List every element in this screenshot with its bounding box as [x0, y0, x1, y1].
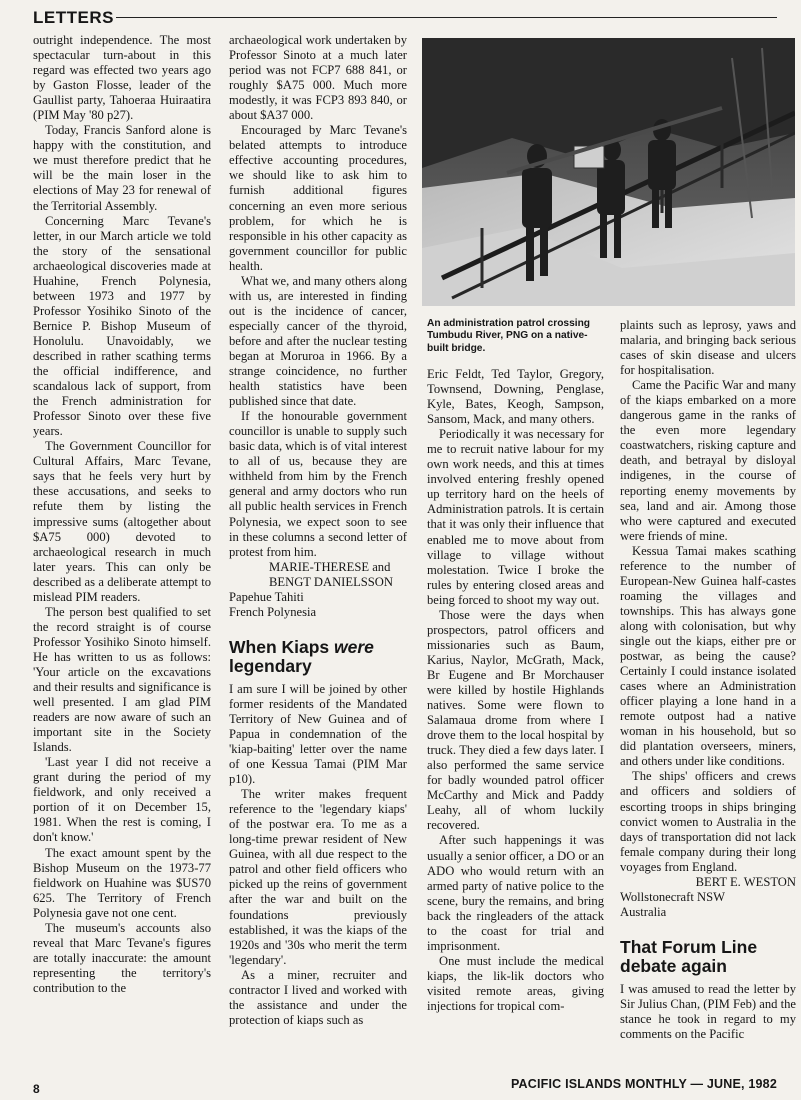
page-number: 8	[33, 1082, 40, 1096]
paragraph: I am sure I will be joined by other former residents of the Mandated Territory of New Guinea and of Papua in condemnation of the 'kiap-baiting' letter over the name of one Kessua Tamai (PIM Mar p10).	[229, 681, 407, 787]
section-rule	[116, 17, 777, 18]
paragraph: I was amused to read the letter by Sir Julius Chan, (PIM Feb) and the stance he took in regard to my comments on the Pacific	[620, 981, 796, 1042]
paragraph: Came the Pacific War and many of the kiaps embarked on a more dangerous game in the ranks of the even more legendary coastwatchers, risking capture and death, and betrayal by disloyal indigenes, in the course of reporting enemy movements by sea, land and air. Among those who were captured and executed were friends of mine.	[620, 378, 796, 543]
paragraph: If the honourable government councillor is unable to supply such basic data, which is of vital interest to all of us, because they are withheld from him by the French general and army doctors who run all public health services in French Polynesia, we expect soon to see in these columns a second letter of protest from him.	[229, 409, 408, 559]
column-1	[33, 33, 211, 996]
forum-headline: That Forum Line debate again	[620, 936, 758, 976]
headline-text: legendary	[229, 655, 312, 676]
paragraph: The Government Councillor for Cultural Affairs, Marc Tevane, says that he feels very hurt by these accusations, and seeks to refute them by listing the impressive sums (altogether about $A75 000) devoted to archaeological research in much later years. This can only be described as a deliberate attempt to mislead PIM readers.	[33, 439, 211, 604]
paragraph: The museum's accounts also reveal that Marc Tevane's figures are totally inaccurate: the amount representing the territory's contribution to the	[33, 920, 211, 995]
paragraph: The writer makes frequent reference to the 'legendary kiaps' of the postwar era. To me as a long-time prewar resident of New Guinea, with all due respect to the patrol and other field officers who picked up the reins of government after the war and built on the foundations previously established, it was the kiaps of the 1920s and '30s who merit the term 'legendary'.	[229, 787, 407, 967]
signature-place: French Polynesia	[229, 604, 317, 619]
signature-place: Australia	[620, 904, 667, 919]
paragraph: plaints such as leprosy, yaws and malaria, and bringing back serious cases of skin disease and ulcers for hospitalisation.	[620, 318, 796, 378]
paragraph: Today, Francis Sanford alone is happy with the constitution, and we must therefore predict that he will be the main loser in the elections of May 23 for renewal of the Territorial Assembly.	[33, 123, 211, 213]
paragraph: Encouraged by Marc Tevane's belated attempts to introduce effective accounting procedures, we should like to ask him to furnish additional figures concerning an even more serious problem, for which he is responsible in his other capacity as government councillor for public health.	[229, 123, 407, 273]
paragraph: Concerning Marc Tevane's letter, in our March article we told the story of the sensational archaeological discoveries made at Huahine, French Polynesia, between 1973 and 1977 by Professor Yosihiko Sinoto of the Bernice P. Bishop Museum of Honolulu. Unavoidably, we described in rather scathing terms the official indifference, and scandalous lack of support, from the French administration for Professor Sinoto over these five years.	[33, 213, 211, 439]
paragraph: Periodically it was necessary for me to recruit native labour for my own work needs, and this at times involved entering freshly opened up territory hard on the heels of Administration patrols. It is certain that it was only their influence that enabled me to move about from village to village without molestation. Twice I broke the rules by entering closed areas and being forced to shoot my way out.	[427, 427, 604, 607]
paragraph: Eric Feldt, Ted Taylor, Gregory, Townsend, Downing, Penglase, Kyle, Bates, Keogh, Sampson, Sansom, Mack, and many others.	[427, 367, 604, 427]
column-4	[620, 318, 796, 1042]
paragraph: As a miner, recruiter and contractor I lived and worked with the assistance and under the protection of kiaps such as	[229, 967, 407, 1027]
section-label: LETTERS	[33, 8, 114, 27]
paragraph: 'Last year I did not receive a grant during the period of my fieldwork, and only received a portion of it on December 15, 1981. When the rest is coming, I don't know.'	[33, 755, 211, 845]
paragraph: What we, and many others along with us, are interested in finding out is the incidence of cancer, especially cancer of the thyroid, before and after the nuclear testing began at Moruroa in 1966. By a strange coincidence, no further health statistics have been published since that date.	[229, 273, 407, 409]
kiaps-headline	[229, 638, 407, 676]
paragraph: archaeological work undertaken by Professor Sinoto at a much later period was not FCP7 688 841, or roughly $A75 000. Much more modestly, it was FCP3 893 840, or about $A37 000.	[229, 33, 407, 123]
signature-place: Papehue Tahiti	[229, 589, 304, 604]
paragraph: Kessua Tamai makes scathing reference to the number of European-New Guinea half-castes roaming the villages and townships. This has always gone along with colonisation, but why single out the kiaps, either pre or postwar, as being the cause? Certainly I could instance isolated cases where an Administration officer playing a lone hand in a remote outpost had a native woman in his household, but so did plantation overseers, miners, and others under like conditions.	[620, 543, 796, 769]
photo-caption: An administration patrol crossing Tumbudu River, PNG on a native-built bridge.	[427, 318, 591, 354]
column-3	[427, 367, 604, 1014]
paragraph: The exact amount spent by the Bishop Museum on the 1973-77 fieldwork on Huahine was $US70 625. The Territory of French Polynesia gave not one cent.	[33, 845, 211, 920]
paragraph: One must include the medical kiaps, the lik-lik doctors who visited remote areas, giving injections for tropical com-	[427, 953, 604, 1013]
publication-footer: PACIFIC ISLANDS MONTHLY — JUNE, 1982	[510, 1077, 777, 1091]
column-2	[229, 33, 407, 1028]
signature-place: Wollstonecraft NSW	[620, 889, 725, 904]
signature-name: MARIE-THERESE and	[269, 559, 391, 574]
patrol-bridge-photo	[422, 38, 795, 306]
signature-name: BERT E. WESTON	[695, 874, 796, 889]
paragraph: Those were the days when prospectors, patrol officers and missionaries such as Baum, Karius, Naylor, McGrath, Mack, Br Eugene and Br Morchauser were killed by hostile Highlands natives. Some were flown to Salamaua drome from where I drove them to the local hospital by truck. They died a few days later. I also performed the same service for badly wounded patrol officer McCarthy and Mick and Paddy Leahy, all of whom luckily recovered.	[427, 607, 604, 833]
paragraph: The ships' officers and crews and officers and soldiers of escorting troops in ships bringing convict women to Australia in the days of transportation did not lack female company during their long voyages from England.	[620, 769, 796, 874]
headline-emphasis: were	[334, 636, 374, 657]
signature-name: BENGT DANIELSSON	[269, 574, 393, 589]
photo-illustration	[422, 38, 795, 306]
paragraph: The person best qualified to set the record straight is of course Professor Yosihiko Sinoto himself. He has written to us as follows: 'Your article on the excavations and their results and significance is well presented. I am glad PIM readers are now aware of such an important site in the Society Islands.	[33, 604, 211, 755]
paragraph: After such happenings it was usually a senior officer, a DO or an ADO who would return with an armed party of native police to the scene, bury the remains, and bring back the ringleaders of the attack to the coast for trial and imprisonment.	[427, 833, 604, 953]
paragraph: outright independence. The most spectacular turn-about in this regard was effected two years ago by Gaston Flosse, leader of the Gaullist party, Tahoeraa Huiraatira (PIM May '80 p27).	[33, 33, 211, 123]
headline-text: When Kiaps	[229, 636, 335, 657]
